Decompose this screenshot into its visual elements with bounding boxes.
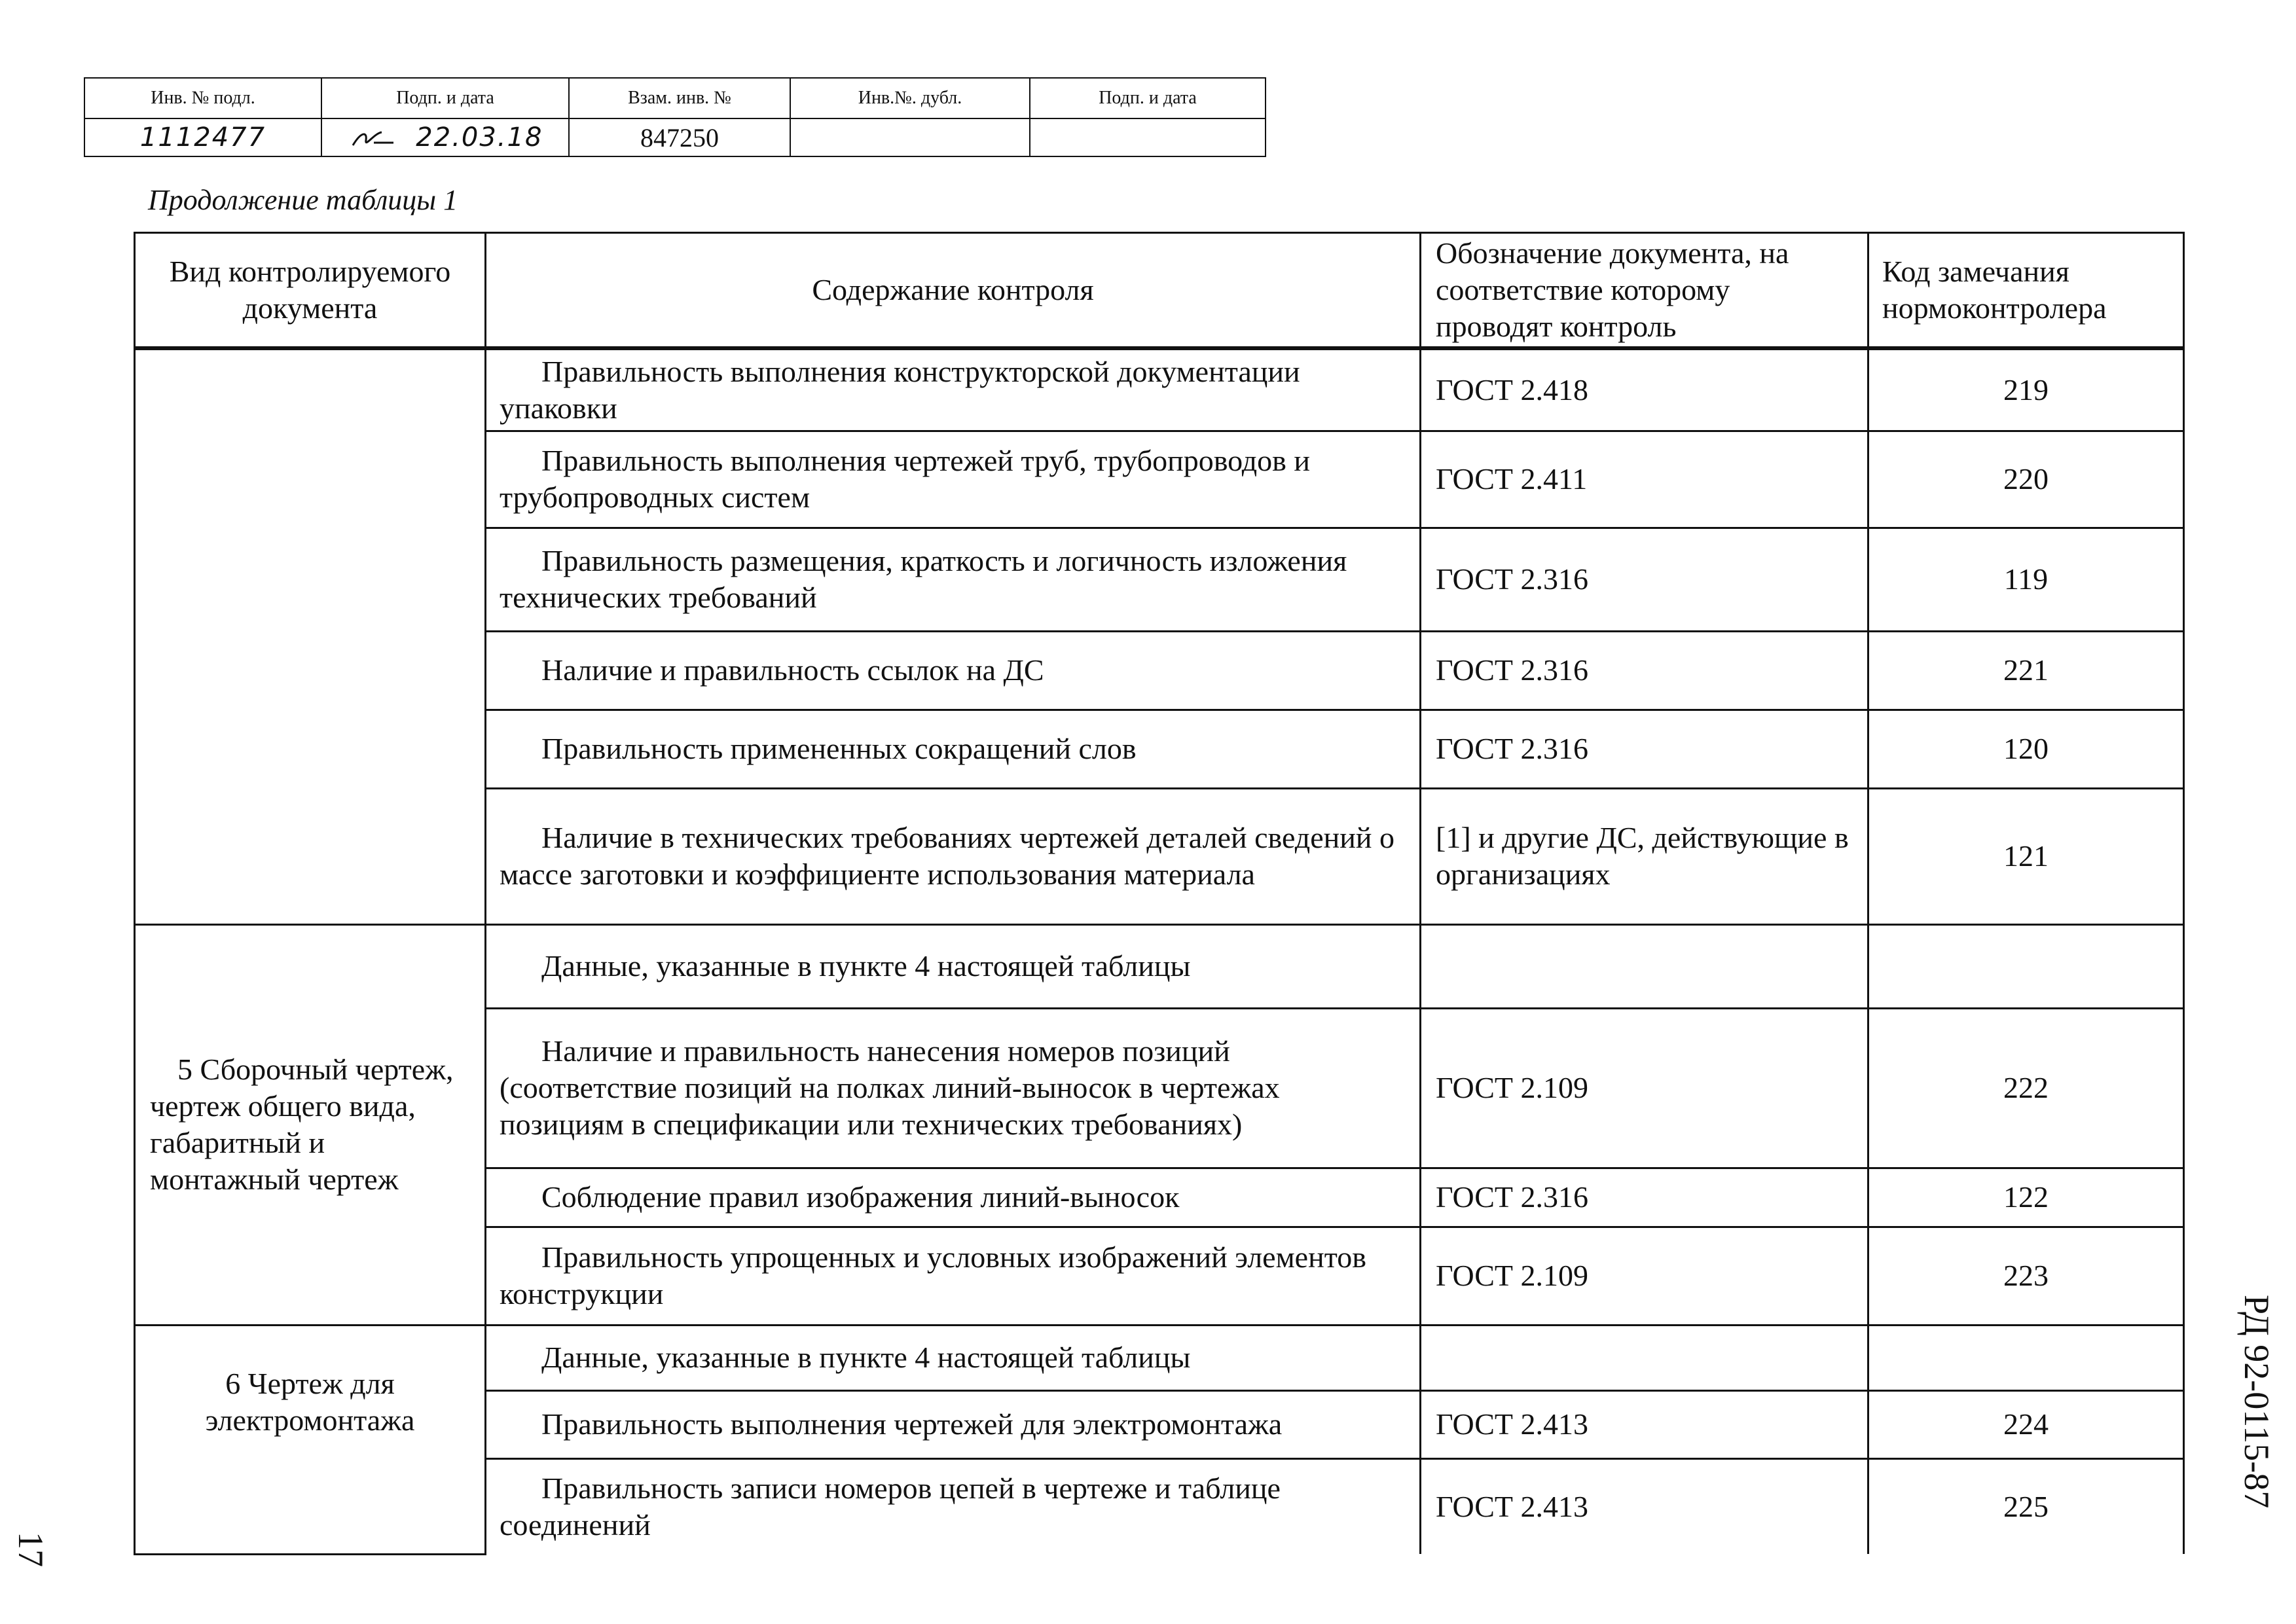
stamp-table <box>84 77 1266 157</box>
row-doc: ГОСТ 2.316 <box>1421 528 1868 631</box>
kind-cell-electrical <box>135 1325 486 1554</box>
row-content: Правильность записи номеров цепей в чертеже и таблице соединений <box>486 1458 1421 1554</box>
row-doc: ГОСТ 2.316 <box>1421 1168 1868 1227</box>
row-doc: ГОСТ 2.411 <box>1421 431 1868 528</box>
row-doc: ГОСТ 2.418 <box>1421 348 1868 431</box>
header-code: Код замечания нормоконтролера <box>1868 233 2184 349</box>
header-kind: Вид контролируемого документа <box>135 233 486 349</box>
header-content: Содержание контроля <box>486 233 1421 349</box>
table-caption: Продолжение таблицы 1 <box>148 184 458 216</box>
row-doc: ГОСТ 2.413 <box>1421 1390 1868 1458</box>
main-table <box>134 232 2185 1555</box>
row-doc: ГОСТ 2.109 <box>1421 1008 1868 1168</box>
row-code: 121 <box>1868 788 2184 924</box>
row-code: 120 <box>1868 710 2184 788</box>
row-content: Правильность выполнения конструкторской документации упаковки <box>486 348 1421 431</box>
document-code: РД 92-0115-87 <box>2237 1295 2276 1509</box>
header-doc: Обозначение документа, на соответствие которому проводят контроль <box>1421 233 1868 349</box>
signature-icon <box>348 126 407 152</box>
row-code: 221 <box>1868 631 2184 710</box>
kind-label-assembly: 5 Сборочный чертеж, чертеж общего вида, габаритный и монтажный чертеж <box>150 1052 454 1197</box>
row-code: 122 <box>1868 1168 2184 1227</box>
stamp-header-replace-inv: Взам. инв. № <box>569 78 790 118</box>
row-code <box>1868 1325 2184 1390</box>
row-doc <box>1421 1325 1868 1390</box>
stamp-value-sign <box>1030 118 1266 156</box>
row-code: 223 <box>1868 1227 2184 1325</box>
row-content: Наличие в технических требованиях чертежей деталей сведений о массе заготовки и коэффициенте использования материала <box>486 788 1421 924</box>
stamp-header-dup-inv: Инв.№. дубл. <box>790 78 1030 118</box>
row-doc: [1] и другие ДС, действующие в организациях <box>1421 788 1868 924</box>
row-doc: ГОСТ 2.316 <box>1421 631 1868 710</box>
row-code <box>1868 924 2184 1008</box>
row-content: Правильность упрощенных и условных изображений элементов конструкции <box>486 1227 1421 1325</box>
row-content: Данные, указанные в пункте 4 настоящей таблицы <box>486 1325 1421 1390</box>
row-doc: ГОСТ 2.316 <box>1421 710 1868 788</box>
row-doc <box>1421 924 1868 1008</box>
stamp-header-sign-date-2: Подп. и дата <box>1030 78 1266 118</box>
row-content: Правильность примененных сокращений слов <box>486 710 1421 788</box>
row-doc: ГОСТ 2.413 <box>1421 1458 1868 1554</box>
row-content: Наличие и правильность нанесения номеров позиций (соответствие позиций на полках линий-выносок в чертежах позициям в спецификации или технических требованиях) <box>486 1008 1421 1168</box>
page-number: 17 <box>11 1532 50 1567</box>
kind-label-electrical: 6 Чертеж для электромонтажа <box>205 1366 415 1437</box>
row-content: Наличие и правильность ссылок на ДС <box>486 631 1421 710</box>
row-code: 222 <box>1868 1008 2184 1168</box>
row-content: Данные, указанные в пункте 4 настоящей таблицы <box>486 924 1421 1008</box>
stamp-value-date <box>321 118 569 156</box>
row-doc: ГОСТ 2.109 <box>1421 1227 1868 1325</box>
stamp-header-sign-date: Подп. и дата <box>321 78 569 118</box>
kind-cell-continued <box>135 348 486 924</box>
row-content: Правильность выполнения чертежей для электромонтажа <box>486 1390 1421 1458</box>
row-code: 119 <box>1868 528 2184 631</box>
row-code: 224 <box>1868 1390 2184 1458</box>
stamp-value-inv: 1112477 <box>84 118 321 156</box>
row-code: 219 <box>1868 348 2184 431</box>
stamp-value-replace: 847250 <box>569 118 790 156</box>
row-content: Правильность выполнения чертежей труб, трубопроводов и трубопроводных систем <box>486 431 1421 528</box>
row-content: Правильность размещения, краткость и логичность изложения технических требований <box>486 528 1421 631</box>
row-content: Соблюдение правил изображения линий-выносок <box>486 1168 1421 1227</box>
kind-cell-assembly <box>135 924 486 1325</box>
stamp-date-text: 22.03.18 <box>416 122 543 153</box>
stamp-value-dup <box>790 118 1030 156</box>
row-code: 225 <box>1868 1458 2184 1554</box>
stamp-header-inv: Инв. № подл. <box>84 78 321 118</box>
row-code: 220 <box>1868 431 2184 528</box>
